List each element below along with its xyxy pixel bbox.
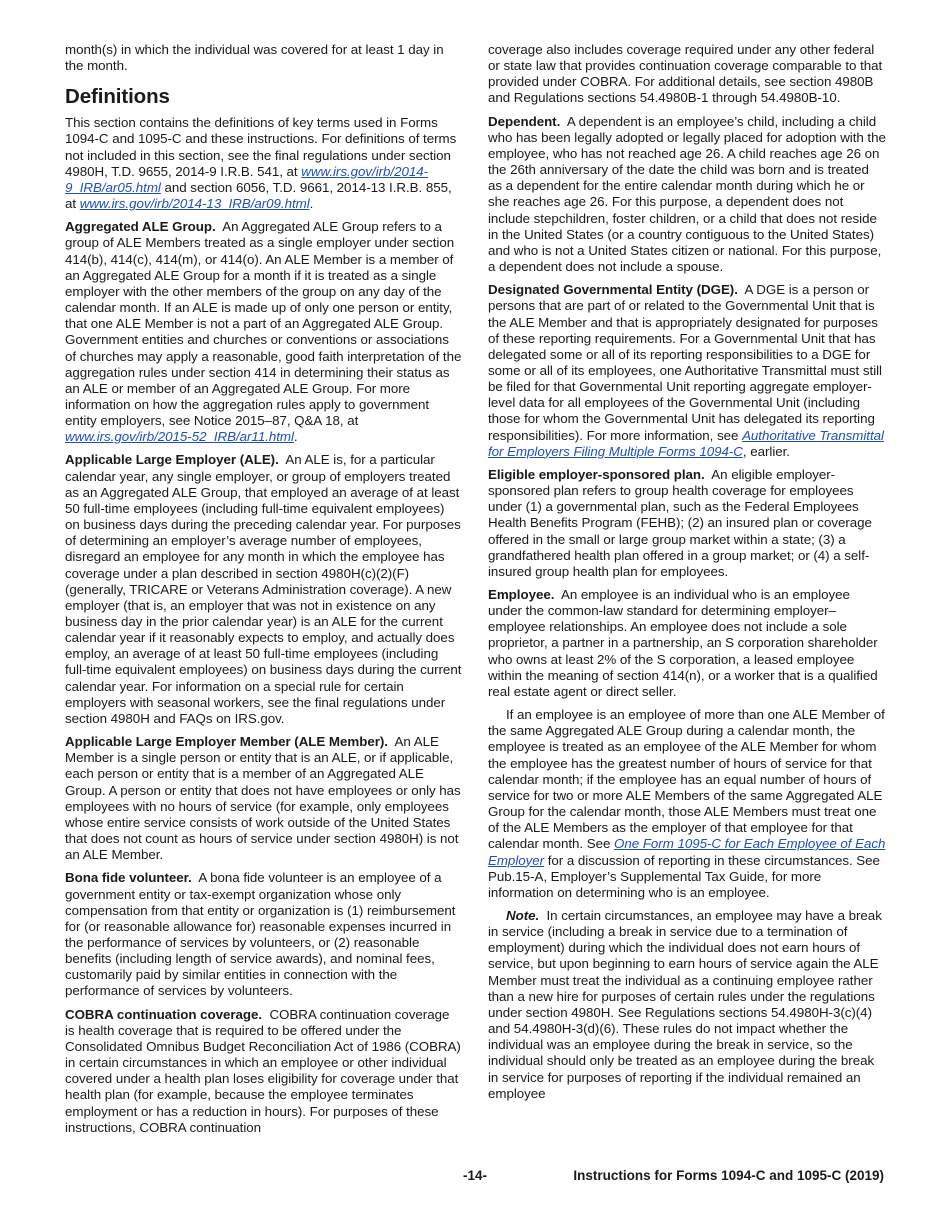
one-form-1095c-link[interactable]: One Form 1095-C for Each Employee of Each Employer — [488, 836, 886, 868]
definition-text: A DGE is a person or persons that are part of or related to the Governmental Unit that is the ALE Member and that is appropriately designated for purposes of these reporting requirements. For a Governmental Unit that has delegated some or all of its reporting responsibilities to a DGE for some or all of its employees, one Authoritative Transmittal must still be filed for that Governmental Unit reporting aggregate employer-level data for all employees of the Governmental Unit (including those for whom the Governmental Unit has delegated its reporting responsibilities). For more information, see — [488, 282, 882, 443]
note-label: Note. — [506, 907, 540, 923]
irb-2015-52-link[interactable]: www.irs.gov/irb/2015-52_IRB/ar11.html — [65, 429, 294, 445]
irb-2014-13-link[interactable]: www.irs.gov/irb/2014-13_IRB/ar09.html — [79, 196, 310, 212]
dge-definition — [488, 282, 886, 460]
definitions-intro-text: and section 6056, T.D. 9661, 2014-13 I.R.B. 855, at — [65, 179, 452, 212]
definition-term: Designated Governmental Entity (DGE). — [488, 282, 738, 298]
definitions-intro-text: . — [309, 196, 314, 212]
page-footer — [0, 1168, 950, 1188]
definition-term: Applicable Large Employer Member (ALE Member). — [65, 734, 388, 750]
aggregated-ale-group-definition — [65, 219, 462, 445]
paragraph-text: for a discussion of reporting in these circumstances. See Pub.15-A, Employer’s Supplemental Tax Guide, for more information on determining who is an employee. — [488, 852, 880, 900]
cobra-definition-continued: coverage also includes coverage required under any other federal or state law that provides continuation coverage comparable to that provided under COBRA. For additional details, see section 4980B and Regulations sections 54.4980B-1 through 54.4980B-10. — [488, 42, 883, 106]
definition-text: A dependent is an employee’s child, including a child who has been legally adopted or legally placed for adoption with the employee, who has not reached age 26. A child reaches age 26 on the 26th anniversary of the date the child was born and is treated as a dependent for the entire calendar month during which he or she reaches age 26. For this purpose, a dependent does not include stepchildren, foster children, or a child that does not reside in the United States (or a country contiguous to the United States) and who is not a United States citizen or national. For this purpose, a dependent does not include a spouse. — [488, 113, 886, 275]
note-text: In certain circumstances, an employee may have a break in service (including a break in service due to a termination of employment) during which the individual does not earn hours of service, but upon beginning to earn hours of service again the ALE Member must treat the individual as a continuing employee rather than a new hire for purposes of certain rules under the regulations under section 4980H. See Regulations sections 54.4980H-3(c)(4) and 54.4980H-3(d)(6). These rules do not impact whether the individual was an employee during the break in service, so the individual should only be treated as an employee during the break in service for purposes of reporting if the individual remained an employee — [488, 907, 882, 1101]
authoritative-transmittal-link[interactable]: Authoritative Transmittal for Employers Filing Multiple Forms 1094-C — [488, 427, 884, 459]
employee-multiple-members-paragraph — [488, 707, 886, 901]
definition-text: An employee is an individual who is an employee under the common-law standard for determining employer–employee relationships. An employee does not include a sole proprietor, a partner in a partnership, an S corporation shareholder who owns at least 2% of the S corporation, a leased employee within the meaning of section 414(n), or a worker that is a qualified real estate agent or direct seller. — [488, 587, 878, 699]
ale-member-definition — [65, 734, 462, 863]
definition-term: COBRA continuation coverage. — [65, 1006, 263, 1022]
definition-text: An eligible employer-sponsored plan refers to group health coverage for employees under (1) a governmental plan, such as the Federal Employees Health Benefits Program (FEHB); (2) an insured plan or coverage offered in the small or large group market within a state; (3) a grandfathered health plan offered in a group market; or (4) a self-insured group health plan for employees. — [488, 466, 872, 579]
dependent-definition — [488, 114, 886, 276]
definitions-heading: Definitions — [65, 85, 170, 109]
definition-term: Employee. — [488, 587, 555, 602]
irb-2014-9-link[interactable]: www.irs.gov/irb/2014-9_IRB/ar05.html — [65, 163, 428, 195]
definition-term: Applicable Large Employer (ALE). — [65, 452, 279, 468]
definition-term: Aggregated ALE Group. — [65, 219, 216, 235]
employee-definition — [488, 587, 886, 700]
document-title: Instructions for Forms 1094-C and 1095-C (2019) — [573, 1168, 884, 1183]
right-column — [488, 42, 886, 1109]
definition-text: . — [293, 429, 298, 445]
definitions-intro — [65, 115, 462, 212]
definition-term: Eligible employer-sponsored plan. — [488, 466, 705, 482]
definition-term: Bona fide volunteer. — [65, 870, 192, 886]
eligible-plan-definition — [488, 467, 886, 580]
definition-text: , earlier. — [742, 443, 790, 459]
bona-fide-volunteer-definition — [65, 870, 462, 999]
definition-text: An ALE Member is a single person or entity that is an ALE, or if applicable, each person or entity that is a member of an Aggregated ALE Group. A person or entity that does not have employees or only has employees with no hours of service (for example, only employees whose entire service consists of work outside of the United States that does not count as hours of service under section 4980H) is not an ALE Member. — [65, 734, 461, 863]
cobra-definition — [65, 1007, 462, 1136]
definition-text: An ALE is, for a particular calendar year, any single employer, or group of employers treated as an Aggregated ALE Group, that employed an average of at least 50 full-time employees (including full-time equivalent employees) on business days during the preceding calendar year. For purposes of determining an employer’s average number of employees, disregard an employee for any month in which the employee has coverage under a plan described in section 4980H(c)(2)(F) (generally, TRICARE or Veterans Administration coverage). A new employer (that is, an employer that was not in existence on any business day in the prior calendar year) is an ALE for the current calendar year if it reasonably expects to employ, and actually does employ, an average of at least 50 full-time employees (including full-time equivalent employees) on business days during the current calendar year. For information on a special rule for certain employers with seasonal workers, see the final regulations under section 4980H and FAQs on IRS.gov. — [65, 452, 462, 726]
definition-term: Dependent. — [488, 113, 561, 129]
definition-text: COBRA continuation coverage is health coverage that is required to be offered under the Consolidated Omnibus Budget Reconciliation Act of 1986 (COBRA) in certain circumstances in which an employee or other individual covered under a health plan loses eligibility for coverage under that health plan (for example, because the employee terminates employment or has a reduction in hours). For purposes of these instructions, COBRA continuation — [65, 1006, 461, 1135]
ale-definition — [65, 452, 462, 727]
definition-text: A bona fide volunteer is an employee of a government entity or tax-exempt organization whose only compensation from that entity or organization is (1) reimbursement for (or reasonable allowance for) reasonable expenses incurred in the performance of services by volunteers, or (2) reasonable benefits (including length of service awards), and nominal fees, customarily paid by similar entities in connection with the performance of services by volunteers. — [65, 870, 456, 999]
intro-fragment: month(s) in which the individual was covered for at least 1 day in the month. — [65, 42, 444, 74]
paragraph-text: If an employee is an employee of more than one ALE Member of the same Aggregated ALE Group during a calendar month, the employee is treated as an employee of the ALE Member for whom the employee has the greatest number of hours of service for that calendar month; if the employee has an equal number of hours of service for two or more ALE Members of the same Aggregated ALE Group for the calendar month, those ALE Members must treat one of the ALE Members as the employer of that employee for that calendar month. See — [488, 707, 885, 852]
break-in-service-note — [488, 908, 886, 1102]
definitions-intro-text: This section contains the definitions of key terms used in Forms 1094-C and 1095-C and these instructions. For definitions of terms not included in this section, see the final regulations under section 4980H, T.D. 9655, 2014-9 I.R.B. 541, at — [65, 115, 457, 179]
left-column — [65, 42, 462, 1143]
page-number: -14- — [463, 1168, 488, 1183]
definition-text: An Aggregated ALE Group refers to a group of ALE Members treated as a single employer under section 414(b), 414(c), 414(m), or 414(o). An ALE Member is a member of an Aggregated ALE Group for a month if it is treated as a single employer with the other members of the group on any day of the calendar month. If an ALE is made up of only one person or entity, that one ALE Member is not a part of an Aggregated ALE Group. Government entities and churches or conventions or associations of churches may apply a reasonable, good faith interpretation of the aggregation rules under section 414 in determining their status as an ALE or member of an Aggregated ALE Group. For more information on how the aggregation rules apply to government entity employers, see Notice 2015–87, Q&A 18, at — [65, 219, 462, 429]
